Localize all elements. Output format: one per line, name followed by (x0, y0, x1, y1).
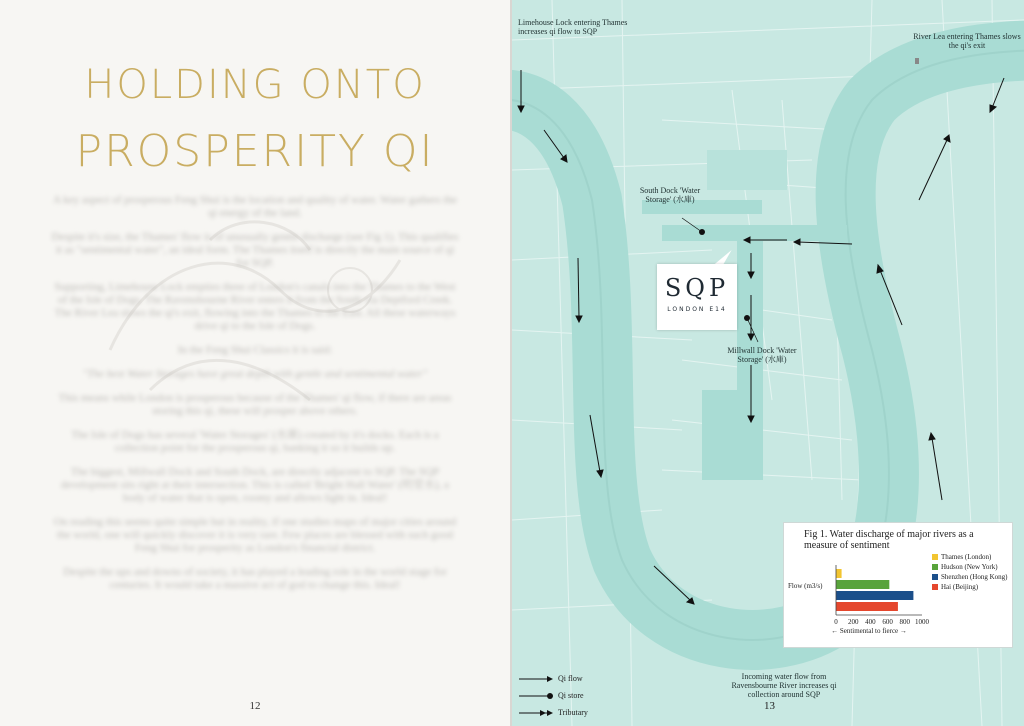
legend-item (932, 583, 1012, 591)
bar-0 (836, 569, 842, 578)
legend-swatch (932, 564, 938, 570)
article-paragraph: This means while London is prosperous because of the Thames' qi flow, if there are areas storing this qi, these will prosper above others. (58, 392, 452, 417)
legend-tributary-label: Tributary (558, 708, 588, 717)
sqp-logo-box (657, 264, 737, 330)
page-number-left: 12 (249, 700, 261, 712)
arrow-icon (518, 675, 554, 683)
legend-swatch (932, 574, 938, 580)
chart-title: Fig 1. Water discharge of major rivers as a measure of sentiment (804, 529, 974, 551)
article-paragraph: Despite it's size, the Thames' flow is of unusually gentle discharge (see Fig 1). This qualifies it as "sentimental water", an ideal form. The Thames itself is directly the main source of qi for SQP. (51, 231, 459, 269)
article-paragraph: The Isle of Dogs has several 'Water Storages' (水庫) created by it's docks. Each is a collection point for the prosperous qi, banking it so it builds up. (71, 429, 439, 454)
legend-item (932, 563, 1012, 571)
legend-tributary (518, 706, 608, 723)
article-paragraph: On reading this seems quite simple but in reality, if one studies maps of major cities around the world, one will quickly discover it is very rare. Few places are blessed with such good Feng Shui for prosperity as London's financial district. (53, 516, 457, 554)
page-title-line-1: HOLDING ONTO (84, 62, 426, 108)
bar-2 (836, 591, 913, 600)
article-body (50, 194, 460, 603)
river-lea-label: River Lea entering Thames slows the qi's exit (913, 32, 1021, 50)
page-title-line-2: PROSPERITY QI (75, 126, 435, 177)
legend-label: Hudson (New York) (941, 563, 998, 571)
sqp-logo-subtitle: LONDON E14 (667, 306, 727, 313)
bar-3 (836, 602, 898, 611)
left-page (0, 0, 510, 726)
double-arrow-icon (518, 709, 554, 717)
x-tick-label: 1000 (915, 618, 929, 626)
limehouse-label: Limehouse Lock entering Thames increases qi flow to SQP (518, 18, 628, 36)
legend-qi-store-label: Qi store (558, 691, 584, 700)
x-tick-label: 200 (847, 618, 859, 626)
article-paragraph: In the Feng Shui Classics it is said: (177, 344, 333, 356)
legend-swatch (932, 584, 938, 590)
legend-label: Thames (London) (941, 553, 992, 561)
x-tick-label: 600 (882, 618, 893, 626)
river-discharge-chart (783, 522, 1013, 648)
y-axis-label: Flow (m3/s) (788, 582, 823, 590)
legend-qi-flow (518, 672, 608, 689)
map-legend (518, 672, 608, 723)
chart-legend (932, 553, 1012, 593)
legend-label: Hai (Beijing) (941, 583, 979, 591)
legend-label: Shenzhen (Hong Kong) (941, 573, 1008, 581)
article-paragraph: The biggest, Millwall Dock and South Dock, are directly adjacent to SQP. The SQP development sits right at their intersection. This is called 'Bright Hall Water' (明堂水), a body of water that is open, roomy and allows light in. Ideal! (61, 466, 449, 504)
millwall-dock-label: Millwall Dock 'Water Storage' (水庫) (727, 346, 797, 364)
article-paragraph: Supporting, Limehouse Lock empties three of London's canals into the Thames to the West of the Isle of Dogs. The Ravensbourne River enters it from the South via Deptford Creek. The River Lea slows the qi's exit, flowing into the Thames to the East. All these waterways drive qi to the Isle of Dogs. (54, 281, 456, 332)
article-paragraph: Despite the ups and downs of society, it has played a leading role in the world stage for centuries. It would take a massive act of god to change this. Ideal! (63, 566, 447, 591)
ravensbourne-label: Incoming water flow from Ravensbourne River increases qi collection around SQP (731, 672, 837, 699)
south-dock-label: South Dock 'Water Storage' (水庫) (639, 186, 701, 204)
dot-line-icon (518, 692, 554, 700)
right-page (512, 0, 1024, 726)
x-tick-label: 400 (865, 618, 876, 626)
chart-x-caption: ← Sentimental to fierce → (831, 627, 907, 635)
legend-swatch (932, 554, 938, 560)
legend-item (932, 553, 1012, 561)
page-number-right: 13 (764, 700, 775, 712)
legend-qi-flow-label: Qi flow (558, 674, 583, 683)
article-paragraph: A key aspect of prosperous Feng Shui is the location and quality of water. Water gathers the qi energy of the land. (53, 194, 457, 219)
bar-1 (836, 580, 889, 589)
article-paragraph: "The best Water Storages have great depth with gentle and sentimental water" (82, 368, 428, 380)
x-tick-label: 0 (834, 618, 838, 626)
x-tick-label: 800 (899, 618, 911, 626)
legend-qi-store (518, 689, 608, 706)
sqp-logo: SQP (664, 274, 730, 302)
legend-item (932, 573, 1012, 581)
